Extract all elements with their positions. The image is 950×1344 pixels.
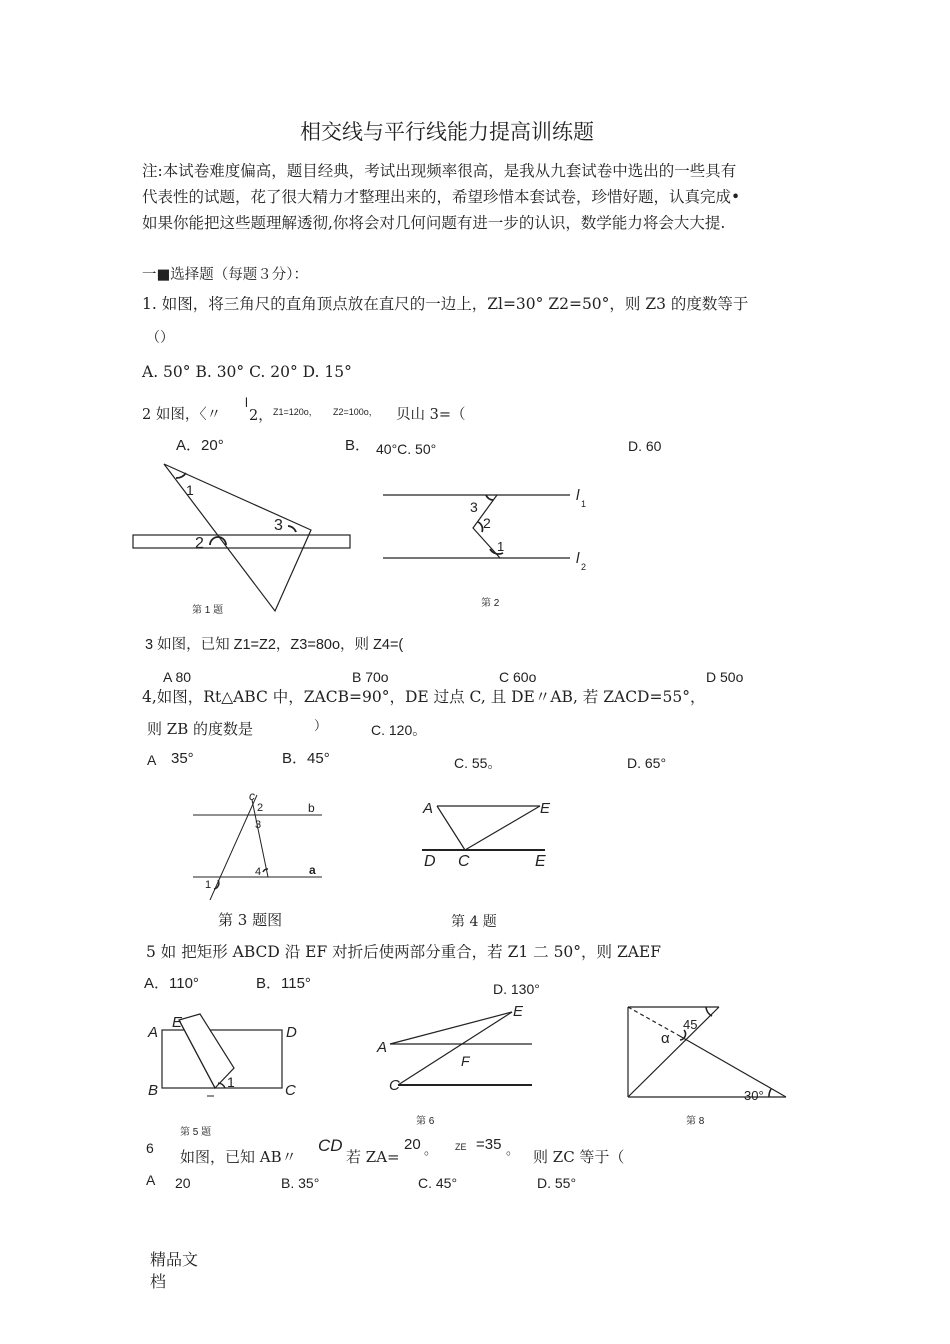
fig4-d: D — [424, 853, 436, 870]
fig3-b: b — [308, 801, 315, 815]
q6-mid: 若 ZA= — [346, 1148, 400, 1166]
note-line-2: 代表性的试题，花了很大精力才整理出来的，希望珍惜本套试卷，珍惜好题，认真完成• — [142, 188, 741, 206]
q2-z2: Z2=100o， — [333, 407, 378, 417]
fig5-c: C — [285, 1082, 296, 1099]
fig2-l2-sub: 2 — [581, 562, 587, 572]
fig4-e: E — [535, 853, 546, 870]
q2-option-bc: 40°C. 50° — [376, 441, 437, 457]
q6-num: 6 — [146, 1140, 154, 1156]
fig6-f: F — [461, 1053, 470, 1069]
fig3-caption: 第 3 题图 — [218, 911, 283, 929]
fig8-caption: 第 8 — [686, 1116, 705, 1127]
q1-paren: （） — [146, 330, 174, 346]
q3-option-b: B 70o — [352, 669, 389, 685]
fig4-b: E — [540, 800, 551, 817]
q4-option-c: C. 55。 — [454, 755, 502, 771]
fig5-b: B — [148, 1082, 159, 1099]
q3-option-c: C 60o — [499, 669, 537, 685]
q3-stem: 3 如图，已知 Z1=Z2，Z3=80o，则 Z4=( — [145, 637, 404, 653]
q2-option-b: B． — [345, 437, 371, 454]
q1-options: A. 50° B. 30° C. 20° D. 15° — [142, 363, 352, 381]
q6-ze-z: ZE — [455, 1142, 467, 1152]
fig1-label-1: 1 — [186, 482, 194, 498]
fig4-c: C — [458, 853, 470, 870]
q6-tail: 则 ZC 等于（ — [533, 1148, 625, 1166]
fig4-caption: 第 4 题 — [451, 914, 497, 930]
fig5-caption: 第 5 题 — [180, 1127, 212, 1138]
fig4-a: A — [423, 800, 434, 817]
q6-option-a-val: 20 — [175, 1175, 191, 1191]
q2-z1: Z1=120o， — [273, 407, 318, 417]
q3-option-a: A 80 — [163, 669, 192, 685]
q4-stem: 4,如图，Rt△ABC 中，ZACB=90°，DE 过点 C, 且 DE〃AB, 若 ZACD=55°， — [142, 688, 706, 706]
q5-option-a: A．110° — [144, 975, 199, 992]
fig2-label-1: 1 — [497, 539, 505, 554]
q4-extra: C. 120。 — [371, 722, 427, 738]
q6-option-d: D. 55° — [537, 1175, 577, 1191]
fig8-45: 45 — [683, 1017, 698, 1032]
fig6-c: C — [389, 1077, 400, 1094]
q6-stem: 如图，已知 AB〃 — [180, 1148, 297, 1166]
q2-tail: 贝山 3=（ — [396, 407, 466, 423]
footer-line-1: 精品文 — [150, 1250, 199, 1269]
section-heading: 一■选择题（每题３分）： — [142, 267, 308, 283]
q2-option-d: D. 60 — [628, 438, 662, 454]
fig2-caption: 第 2 — [481, 598, 500, 609]
fig1-label-3: 3 — [274, 517, 283, 534]
fig5-d: D — [286, 1024, 297, 1041]
q4-option-a-val: 35° — [171, 750, 194, 767]
q2-l: l — [245, 395, 248, 410]
q2-option-a: A．20° — [176, 437, 224, 454]
fig2-l1: l — [576, 487, 580, 504]
fig5-e: E — [172, 1014, 183, 1031]
q6-option-a: A — [146, 1172, 156, 1188]
q4-paren: ） — [314, 719, 328, 734]
q6-option-c: C. 45° — [418, 1175, 458, 1191]
fig1-caption: 第 1 题 — [192, 605, 224, 616]
q6-35: =35 — [476, 1136, 502, 1153]
fig6-e: E — [513, 1003, 524, 1020]
fig3-a: a — [309, 863, 316, 877]
q5-option-b: B．115° — [256, 975, 311, 992]
fig6-caption: 第 6 — [416, 1116, 435, 1127]
fig1-label-2: 2 — [195, 535, 204, 552]
fig8-30: 30° — [744, 1088, 764, 1103]
q6-cd: CD — [318, 1136, 343, 1155]
q1-stem: 1. 如图，将三角尺的直角顶点放在直尺的一边上，Zl=30° Z2=50°，则 Z3 的度数等于 — [142, 295, 749, 313]
fig5-1: 1 — [227, 1074, 235, 1090]
fig3-4: 4 — [255, 866, 262, 878]
fig5-a: A — [148, 1024, 159, 1041]
q5-stem: 5 如 把矩形 ABCD 沿 EF 对折后使两部分重合，若 Z1 二 50°，则 ZAEF — [146, 943, 661, 961]
page-title: 相交线与平行线能力提高训练题 — [300, 120, 594, 144]
fig2-l2: l — [576, 550, 580, 567]
q6-option-b: B. 35° — [281, 1175, 320, 1191]
q3-option-d: D 50o — [706, 669, 744, 685]
note-line-1: 注:本试卷难度偏高，题目经典，考试出现频率很高，是我从九套试卷中选出的一些具有 — [142, 162, 737, 180]
q4-option-a: A — [147, 752, 157, 768]
q6-deg2: 。 — [506, 1142, 520, 1157]
q6-20: 20 — [404, 1136, 421, 1153]
fig2-label-2: 2 — [483, 515, 491, 531]
fig3-c: c — [249, 789, 255, 803]
fig3-2: 2 — [257, 802, 264, 814]
footer-line-2: 档 — [150, 1272, 167, 1291]
q5-option-d: D. 130° — [493, 981, 540, 997]
fig3-3: 3 — [255, 819, 262, 831]
q6-deg1: 。 — [424, 1142, 438, 1157]
fig8-alpha: α — [661, 1030, 670, 1047]
note-line-3: 如果你能把这些题理解透彻,你将会对几何问题有进一步的认识，数学能力将会大大提. — [142, 214, 726, 232]
fig6-a: A — [377, 1039, 388, 1056]
q4-option-b: B．45° — [282, 750, 330, 767]
fig2-label-3: 3 — [470, 499, 478, 515]
fig3-1: 1 — [205, 879, 212, 891]
q2-sub: 2， — [249, 408, 273, 424]
q4-option-d: D. 65° — [627, 755, 667, 771]
fig2-l1-sub: 1 — [581, 499, 587, 509]
q2-stem: 2 如图，〈〃 — [142, 407, 222, 423]
q4-line2: 则 ZB 的度数是 — [147, 720, 253, 738]
